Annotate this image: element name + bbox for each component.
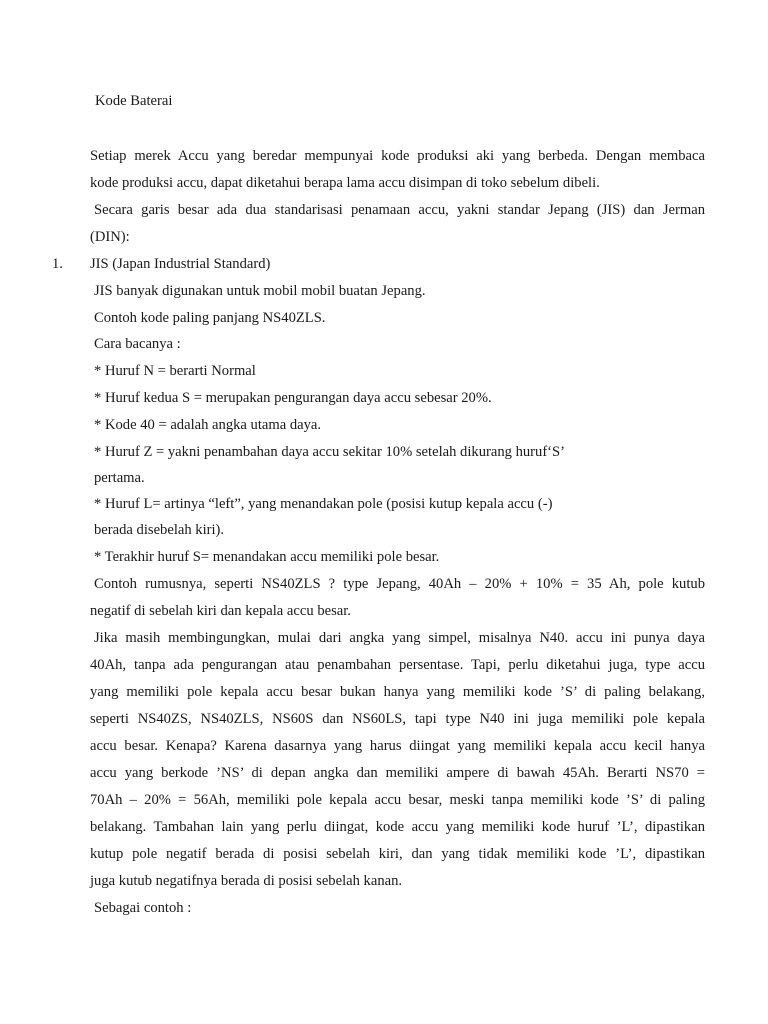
body-line: accu besar. Kenapa? Karena dasarnya yang harus diingat yang memiliki kepala accu kecil hanya (90, 738, 705, 754)
body-line: pertama. (94, 470, 145, 486)
body-line: accu yang berkode ’NS’ di depan angka dan memiliki ampere di bawah 45Ah. Berarti NS70 = (90, 765, 705, 781)
intro-line: (DIN): (90, 229, 130, 245)
body-line: Cara bacanya : (94, 336, 181, 352)
body-line: * Huruf N = berarti Normal (94, 363, 256, 379)
body-line: Jika masih membingungkan, mulai dari angka yang simpel, misalnya N40. accu ini punya daya (94, 630, 705, 646)
body-line: * Huruf kedua S = merupakan pengurangan daya accu sebesar 20%. (94, 390, 492, 406)
body-line: JIS banyak digunakan untuk mobil mobil buatan Jepang. (94, 283, 426, 299)
body-line: belakang. Tambahan lain yang perlu diingat, kode accu yang memiliki kode huruf ’L’, dipastikan (90, 819, 705, 835)
body-line: negatif di sebelah kiri dan kepala accu besar. (90, 603, 351, 619)
body-line: berada disebelah kiri). (94, 522, 225, 538)
body-line: * Terakhir huruf S= menandakan accu memiliki pole besar. (94, 549, 440, 565)
body-line: seperti NS40ZS, NS40ZLS, NS60S dan NS60LS, tapi type N40 ini juga memiliki pole kepala (90, 711, 705, 727)
intro-line: Secara garis besar ada dua standarisasi penamaan accu, yakni standar Jepang (JIS) dan Jerman (94, 202, 705, 218)
body-line: * Huruf L= artinya “left”, yang menandakan pole (posisi kutup kepala accu (-) (94, 496, 553, 512)
intro-line: kode produksi accu, dapat diketahui berapa lama accu disimpan di toko sebelum dibeli. (90, 175, 600, 191)
body-line: Sebagai contoh : (94, 900, 192, 916)
body-line: 70Ah – 20% = 56Ah, memiliki pole kepala accu besar, meski tanpa memiliki kode ’S’ di paling (90, 792, 705, 808)
list-heading: JIS (Japan Industrial Standard) (90, 256, 271, 272)
list-number: 1. (52, 256, 63, 272)
body-line: * Kode 40 = adalah angka utama daya. (94, 417, 322, 433)
body-line: kutup pole negatif berada di posisi sebelah kiri, dan yang tidak memiliki kode ’L’, dipastikan (90, 846, 705, 862)
intro-line: Setiap merek Accu yang beredar mempunyai kode produksi aki yang berbeda. Dengan membaca (90, 148, 705, 164)
body-line: Contoh kode paling panjang NS40ZLS. (94, 310, 326, 326)
document-title: Kode Baterai (95, 93, 173, 109)
body-line: juga kutub negatifnya berada di posisi sebelah kanan. (90, 873, 403, 889)
body-line: Contoh rumusnya, seperti NS40ZLS ? type Jepang, 40Ah – 20% + 10% = 35 Ah, pole kutub (94, 576, 705, 592)
body-line: * Huruf Z = yakni penambahan daya accu sekitar 10% setelah dikurang huruf‘S’ (94, 444, 566, 460)
body-line: 40Ah, tanpa ada pengurangan atau penambahan persentase. Tapi, perlu diketahui juga, type accu (90, 657, 705, 673)
body-line: yang memiliki pole kepala accu besar bukan hanya yang memiliki kode ’S’ di paling belakang, (90, 684, 705, 700)
